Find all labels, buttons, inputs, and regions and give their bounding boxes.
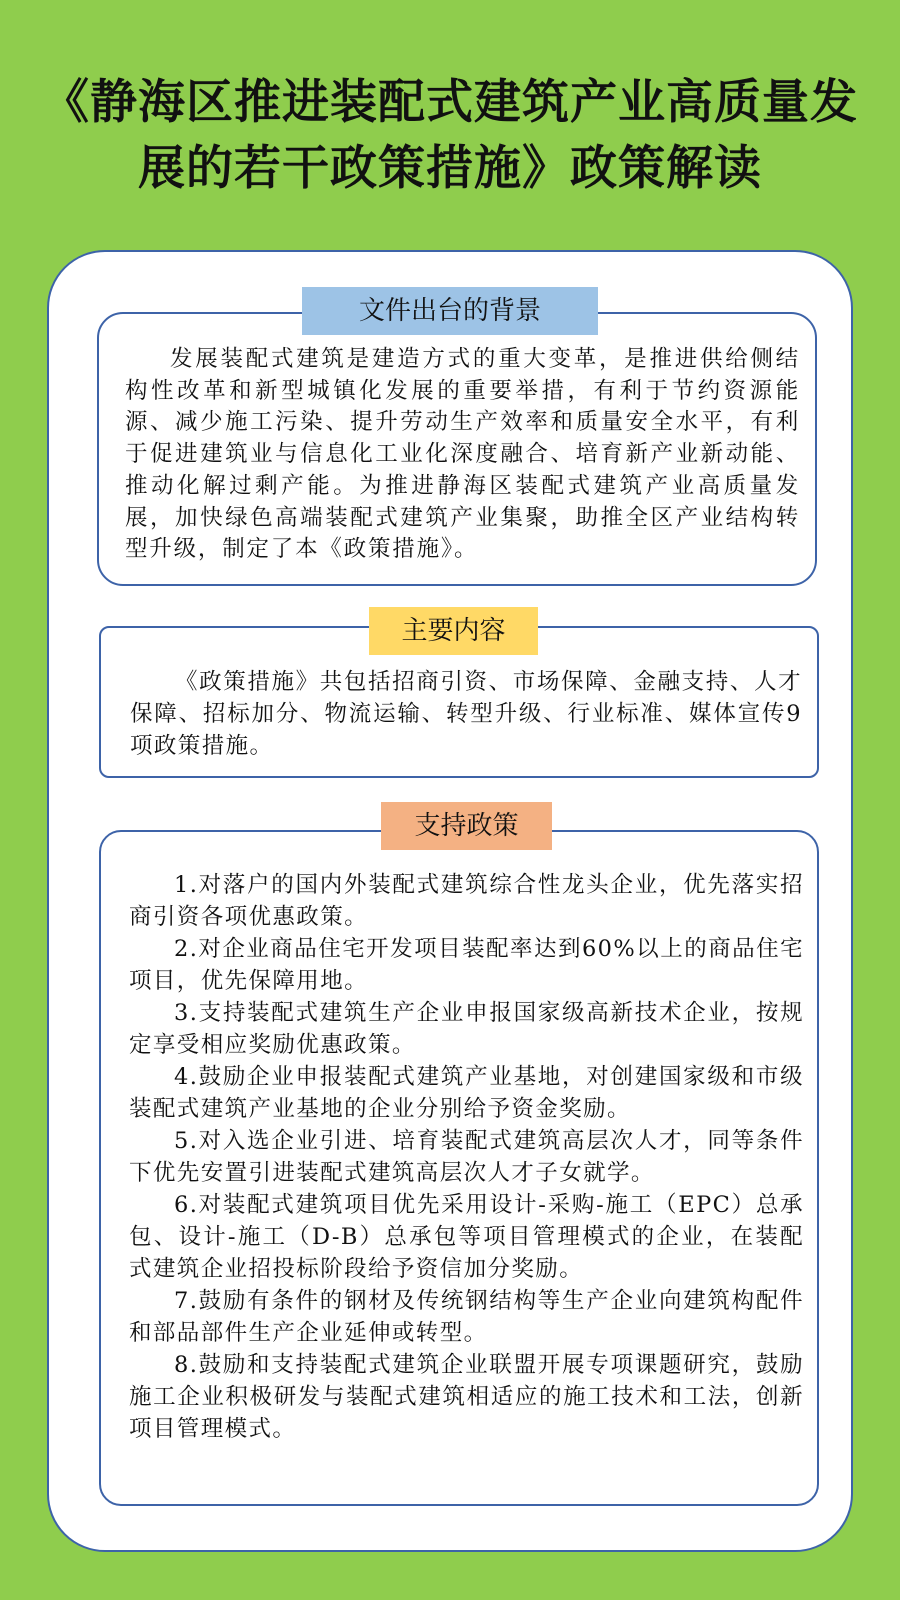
background-section-text: 发展装配式建筑是建造方式的重大变革，是推进供给侧结构性改革和新型城镇化发展的重要举措，有利于节约资源能源、减少施工污染、提升劳动生产效率和质量安全水平，有利于促进建筑业与信息化工业化深度融合、培育新产业新动能、推动化解过剩产能。为推进静海区装配式建筑产业高质量发展，加快绿色高端装配式建筑产业集聚，助推全区产业结构转型升级，制定了本《政策措施》。 bbox=[125, 346, 800, 563]
main-content-section-text: 《政策措施》共包括招商引资、市场保障、金融支持、人才保障、招标加分、物流运输、转型升级、行业标准、媒体宣传9项政策措施。 bbox=[130, 669, 802, 759]
page-title: 《静海区推进装配式建筑产业高质量发展的若干政策措施》政策解读 bbox=[42, 75, 858, 196]
background-section-label: 文件出台的背景 bbox=[302, 287, 598, 335]
policy-item: 7.鼓励有条件的钢材及传统钢结构等生产企业向建筑构配件和部品部件生产企业延伸或转型。 bbox=[129, 1288, 804, 1346]
support-policy-list bbox=[129, 869, 804, 1445]
policy-item: 6.对装配式建筑项目优先采用设计-采购-施工（EPC）总承包、设计-施工（D-B）总承包等项目管理模式的企业，在装配式建筑企业招投标阶段给予资信加分奖励。 bbox=[129, 1192, 804, 1282]
policy-item: 8.鼓励和支持装配式建筑企业联盟开展专项课题研究，鼓励施工企业积极研发与装配式建筑相适应的施工技术和工法，创新项目管理模式。 bbox=[129, 1352, 804, 1442]
policy-item: 5.对入选企业引进、培育装配式建筑高层次人才，同等条件下优先安置引进装配式建筑高层次人才子女就学。 bbox=[129, 1128, 804, 1186]
main-content-section-label: 主要内容 bbox=[369, 607, 538, 655]
policy-item: 1.对落户的国内外装配式建筑综合性龙头企业，优先落实招商引资各项优惠政策。 bbox=[129, 872, 804, 930]
policy-item: 3.支持装配式建筑生产企业申报国家级高新技术企业，按规定享受相应奖励优惠政策。 bbox=[129, 1000, 804, 1058]
support-policy-section-label: 支持政策 bbox=[381, 802, 552, 850]
policy-item: 2.对企业商品住宅开发项目装配率达到60%以上的商品住宅项目，优先保障用地。 bbox=[129, 936, 804, 994]
policy-item: 4.鼓励企业申报装配式建筑产业基地，对创建国家级和市级装配式建筑产业基地的企业分别给予资金奖励。 bbox=[129, 1064, 804, 1122]
